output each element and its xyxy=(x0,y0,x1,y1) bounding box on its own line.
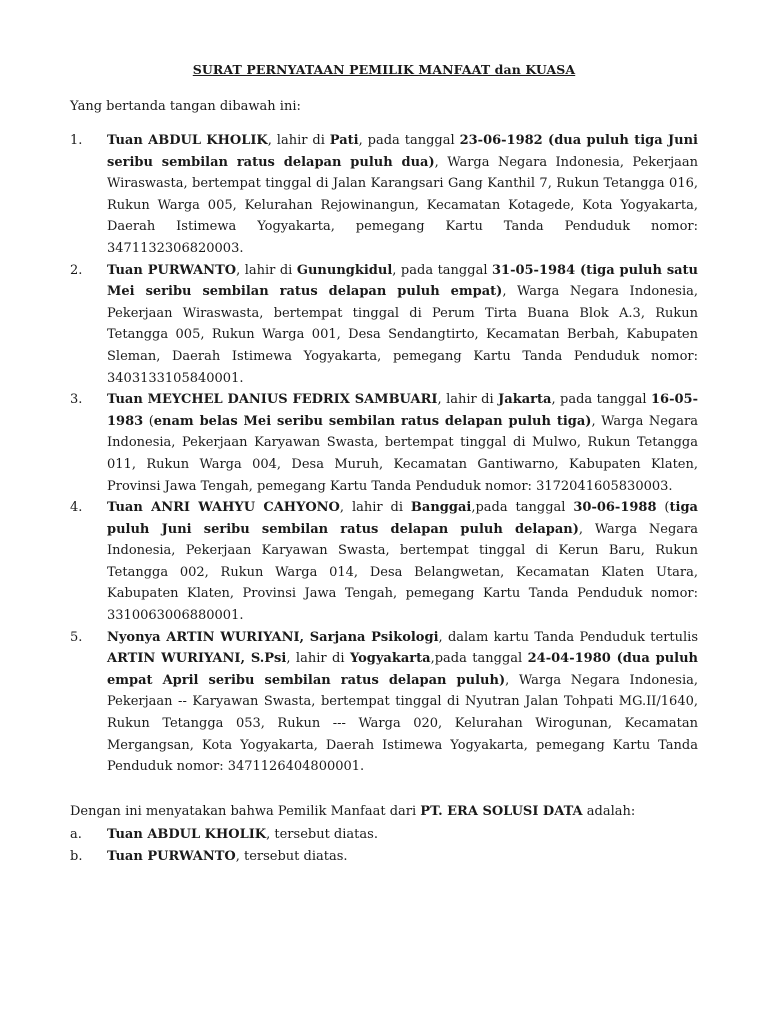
bold-text-segment: Tuan MEYCHEL DANIUS FEDRIX SAMBUARI xyxy=(107,392,438,408)
text-segment: , dalam kartu Tanda Penduduk tertulis xyxy=(438,629,699,645)
text-segment: , Warga Negara Indonesia, Pekerjaan Wiraswasta, bertempat tinggal di Jalan Karangsari Gang Kanthil 7, Rukun Tetangga 016, Rukun Warga 005, Kelurahan Rejowinangun, Kecamatan Kotagede, Kota Yogyakarta, Daerah Istimewa Yogyakarta, pemegang Kartu Tanda Penduduk nomor: 3471132306820003. xyxy=(107,154,698,256)
beneficiary-suffix: , tersebut diatas. xyxy=(235,849,348,864)
bold-text-segment: 24-04-1980 (dua puluh empat April seribu sembilan ratus delapan puluh) xyxy=(107,651,698,688)
bold-text-segment: Gunungkidul xyxy=(296,262,393,278)
bold-text-segment: 16-05-1983 xyxy=(107,392,698,429)
text-segment: Dengan ini menyatakan bahwa Pemilik Manfaat dari xyxy=(70,803,421,819)
bold-text-segment: Yogyakarta xyxy=(349,651,431,667)
party-item xyxy=(70,627,698,778)
beneficiary-item xyxy=(70,846,698,868)
beneficiary-statement xyxy=(70,801,698,823)
party-text xyxy=(107,497,698,627)
text-segment: , Warga Negara Indonesia, Pekerjaan Karyawan Swasta, bertempat tinggal di Kerun Baru, Rukun Tetangga 002, Rukun Warga 014, Desa Belangwetan, Kecamatan Klaten Utara, Kabupaten Klaten, Provinsi Jawa Tengah, pemegang Kartu Tanda Penduduk nomor: 3310063006880001. xyxy=(107,521,699,624)
text-segment: , lahir di xyxy=(236,262,297,278)
beneficiary-letter: b. xyxy=(70,849,83,864)
party-number: 1. xyxy=(70,133,83,148)
party-number: 4. xyxy=(70,500,83,516)
beneficiary-name: Tuan PURWANTO xyxy=(107,849,236,864)
text-segment: , lahir di xyxy=(437,392,499,408)
beneficiary-name: Tuan ABDUL KHOLIK xyxy=(107,827,267,843)
text-segment: , pada tanggal xyxy=(551,392,652,408)
bold-text-segment: tiga puluh Juni seribu sembilan ratus delapan puluh delapan) xyxy=(107,500,698,537)
party-number: 5. xyxy=(70,629,83,645)
text-segment: , Warga Negara Indonesia, Pekerjaan -- Karyawan Swasta, bertempat tinggal di Nyutran Jalan Tohpati MG.II/1640, Rukun Tetangga 053, Rukun --- Warga 020, Kelurahan Wirogunan, Kecamatan Mergangsan, Kota Yogyakarta, Daerah Istimewa Yogyakarta, pemegang Kartu Tanda Penduduk nomor: 3471126404800001. xyxy=(107,672,698,775)
bold-text-segment: Tuan PURWANTO xyxy=(107,262,237,278)
party-number: 2. xyxy=(70,262,83,278)
party-list xyxy=(70,130,698,778)
document-title: SURAT PERNYATAAN PEMILIK MANFAAT dan KUASA xyxy=(192,62,576,77)
bold-text-segment: PT. ERA SOLUSI DATA xyxy=(420,803,583,819)
text-segment: ,pada tanggal xyxy=(430,651,528,667)
text-segment: ,pada tanggal xyxy=(471,500,574,516)
bold-text-segment: 30-06-1988 xyxy=(573,500,657,516)
party-item xyxy=(70,497,698,627)
beneficiary-list xyxy=(70,824,698,867)
party-number: 3. xyxy=(70,392,83,408)
text-segment: ( xyxy=(143,413,154,429)
bold-text-segment: enam belas Mei seribu sembilan ratus delapan puluh tiga) xyxy=(153,413,592,429)
text-segment: , pada tanggal xyxy=(358,133,460,148)
intro-text: Yang bertanda tangan dibawah ini: xyxy=(70,99,301,114)
bold-text-segment: Tuan ABDUL KHOLIK xyxy=(107,133,268,148)
bold-text-segment: ARTIN WURIYANI, S.Psi xyxy=(107,651,287,667)
party-text xyxy=(107,260,698,390)
party-text xyxy=(107,389,698,497)
beneficiary-suffix: , tersebut diatas. xyxy=(266,827,378,843)
bold-text-segment: 23-06-1982 (dua puluh tiga Juni seribu sembilan ratus delapan puluh dua) xyxy=(107,133,698,170)
party-text xyxy=(107,627,698,778)
text-segment: , lahir di xyxy=(339,500,411,516)
text-segment: , Warga Negara Indonesia, Pekerjaan Wiraswasta, bertempat tinggal di Perum Tirta Buana Blok A.3, Rukun Tetangga 005, Rukun Warga 001, Desa Sendangtirto, Kecamatan Berbah, Kabupaten Sleman, Daerah Istimewa Yogyakarta, pemegang Kartu Tanda Penduduk nomor: 3403133105840001. xyxy=(107,284,698,386)
bold-text-segment: Banggai xyxy=(410,500,472,516)
party-item xyxy=(70,389,698,497)
text-segment: , Warga Negara Indonesia, Pekerjaan Karyawan Swasta, bertempat tinggal di Mulwo, Rukun Tetangga 011, Rukun Warga 004, Desa Muruh, Kecamatan Gantiwarno, Kabupaten Klaten, Provinsi Jawa Tengah, pemegang Kartu Tanda Penduduk nomor: 3172041605830003. xyxy=(107,413,698,494)
text-segment: , pada tanggal xyxy=(392,262,492,278)
party-item xyxy=(70,260,698,390)
text-segment: , lahir di xyxy=(286,651,350,667)
bold-text-segment: 31-05-1984 (tiga puluh satu Mei seribu sembilan ratus delapan puluh empat) xyxy=(107,262,699,300)
beneficiary-text xyxy=(107,824,698,846)
text-segment: adalah: xyxy=(582,803,636,819)
beneficiary-item xyxy=(70,824,698,846)
party-item xyxy=(70,130,698,260)
text-segment: , lahir di xyxy=(267,133,330,148)
beneficiary-letter: a. xyxy=(70,827,82,843)
bold-text-segment: Jakarta xyxy=(498,392,552,408)
bold-text-segment: Tuan ANRI WAHYU CAHYONO xyxy=(107,500,340,516)
text-segment: ( xyxy=(656,500,670,516)
bold-text-segment: Pati xyxy=(329,133,359,148)
beneficiary-text xyxy=(107,846,698,868)
party-text xyxy=(107,130,698,260)
bold-text-segment: Nyonya ARTIN WURIYANI, Sarjana Psikologi xyxy=(107,629,439,645)
